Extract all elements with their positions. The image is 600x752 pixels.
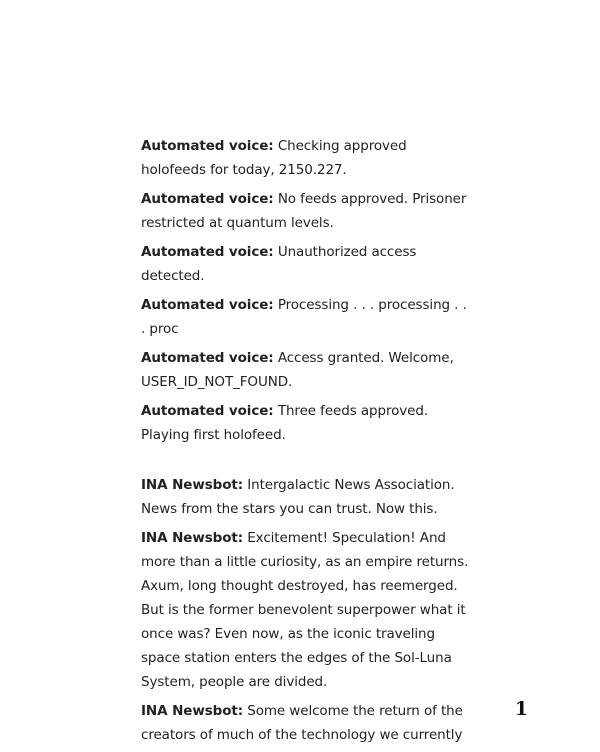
dialogue-line: [141, 346, 471, 394]
speaker-label: Automated voice:: [141, 138, 274, 154]
speaker-label: INA Newsbot:: [141, 477, 244, 493]
dialogue-line: [141, 699, 471, 747]
dialogue-text: Processing . . . processing . . . proc: [141, 297, 467, 337]
page-number: 1: [514, 698, 528, 720]
dialogue-text: Intergalactic News Association. News from the stars you can trust. Now this.: [141, 477, 455, 517]
dialogue-text: No feeds approved. Prisoner restricted at quantum levels.: [141, 191, 467, 231]
dialogue-line: [141, 473, 471, 521]
dialogue-line: [141, 399, 471, 447]
speaker-label: Automated voice:: [141, 244, 274, 260]
dialogue-text: Some welcome the return of the creators of much of the technology we currently: [141, 703, 463, 743]
dialogue-text: Excitement! Speculation! And more than a little curiosity, as an empire returns. Axum, long thought destroyed, has reemerged. But is the former benevolent superpower what it once was? Even now, as the iconic traveling space station enters the edges of the Sol-Luna System, people are divided.: [141, 530, 469, 690]
dialogue-line: [141, 134, 471, 182]
speaker-label: Automated voice:: [141, 403, 274, 419]
speaker-label: Automated voice:: [141, 191, 274, 207]
dialogue-line: [141, 526, 471, 694]
speaker-label: INA Newsbot:: [141, 703, 244, 719]
speaker-label: INA Newsbot:: [141, 530, 244, 546]
dialogue-text: Unauthorized access detected.: [141, 244, 417, 284]
dialogue-line: [141, 293, 471, 341]
dialogue-line: [141, 240, 471, 288]
speaker-label: Automated voice:: [141, 350, 274, 366]
transcript-body: [141, 134, 471, 752]
dialogue-text: Access granted. Welcome, USER_ID_NOT_FOUND.: [141, 350, 454, 390]
dialogue-text: Checking approved holofeeds for today, 2150.227.: [141, 138, 407, 178]
dialogue-text: Three feeds approved. Playing first holofeed.: [141, 403, 429, 443]
dialogue-line: [141, 187, 471, 235]
speaker-label: Automated voice:: [141, 297, 274, 313]
